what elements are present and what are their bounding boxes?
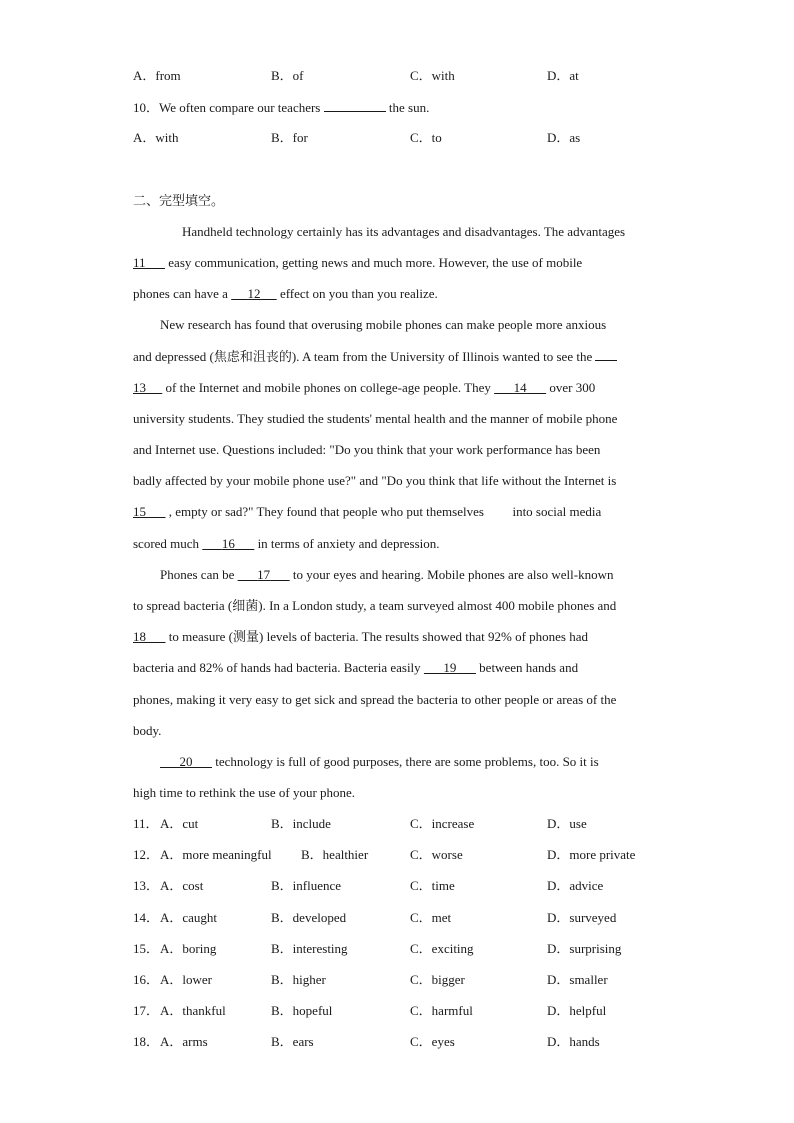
option-c: C．exciting [410, 940, 474, 956]
q10-option-c: C．to [410, 130, 442, 145]
q10-stem-post: the sun. [388, 100, 430, 115]
passage-line: badly affected by your mobile phone use?" and "Do you think that life without the Internet is [133, 473, 617, 488]
option-a: A．lower [160, 972, 212, 987]
blank-number: 18 [133, 629, 146, 644]
passage-text: in terms of anxiety and depression. [257, 536, 440, 551]
passage-text: effect on you than you realize. [279, 286, 438, 301]
option-a: A．cost [160, 878, 204, 894]
passage-line [133, 629, 588, 645]
blank-number: 12 [247, 286, 261, 301]
blank-number: 17 [257, 567, 271, 582]
option-a: A．caught [160, 909, 218, 925]
passage-text: between hands and [479, 660, 579, 675]
option-c: C．eyes [410, 1034, 455, 1050]
option-b: B．ears [271, 1034, 314, 1050]
question-number: 13． [133, 878, 160, 894]
option-b: B．healthier [301, 847, 369, 863]
question-number: 18． [133, 1034, 160, 1050]
question-number: 15． [133, 940, 160, 956]
blank-number: 13 [133, 380, 146, 395]
blank-17 [238, 567, 290, 582]
q9-option-b: B．of [271, 68, 304, 83]
passage-line [133, 348, 617, 365]
blank-number: 19 [443, 660, 457, 675]
passage-line [133, 504, 601, 520]
passage-line: university students. They studied the students' mental health and the manner of mobile phone [133, 411, 618, 426]
question-number: 17． [133, 1003, 160, 1019]
passage-line [133, 255, 582, 271]
blank-number: 14 [513, 380, 527, 395]
passage-line [160, 754, 599, 770]
option-d: D．surprising [547, 940, 622, 956]
passage-line: to spread bacteria (细菌). In a London study, a team surveyed almost 400 mobile phones and [133, 598, 617, 613]
passage-line: high time to rethink the use of your phone. [133, 785, 356, 800]
q10-option-d: D．as [547, 130, 581, 145]
q9-option-c: C．with [410, 68, 455, 83]
q9-option-d: D．at [547, 68, 579, 83]
option-c: C．time [410, 878, 455, 894]
passage-text: scored much [133, 536, 200, 551]
passage-text: bacteria and 82% of hands had bacteria. Bacteria easily [133, 660, 421, 675]
blank-number: 16 [221, 536, 235, 551]
q10-option-a: A．with [133, 130, 179, 145]
option-a: A．thankful [160, 1003, 226, 1019]
option-d: D．use [547, 816, 587, 831]
q10-blank [324, 99, 386, 112]
option-a: A．boring [160, 940, 217, 956]
question-number: 16． [133, 972, 160, 987]
passage-line [133, 660, 578, 676]
blank-13-start [595, 348, 617, 361]
option-d: D．hands [547, 1034, 600, 1050]
option-d: D．advice [547, 878, 604, 894]
option-b: B．include [271, 816, 331, 831]
q10-stem-pre: 10．We often compare our teachers [133, 100, 321, 115]
option-d: D．more private [547, 847, 636, 863]
question-number: 11． [133, 816, 159, 831]
option-c: C．met [410, 909, 452, 925]
q10-stem [133, 99, 429, 116]
passage-line [160, 567, 613, 583]
passage-text: technology is full of good purposes, there are some problems, too. So it is [215, 754, 599, 769]
option-d: D．surveyed [547, 909, 617, 925]
passage-line: and Internet use. Questions included: "Do you think that your work performance has been [133, 442, 601, 457]
option-c: C．harmful [410, 1003, 473, 1019]
option-b: B．interesting [271, 940, 348, 956]
passage-line [133, 286, 438, 302]
passage-line [133, 380, 595, 396]
question-number: 14． [133, 909, 160, 925]
passage-line: Handheld technology certainly has its advantages and disadvantages. The advantages [182, 224, 626, 239]
q10-option-b: B．for [271, 130, 308, 145]
blank-19 [424, 660, 476, 675]
passage-line: body. [133, 723, 162, 738]
option-c: C．increase [410, 816, 475, 831]
passage-text: to your eyes and hearing. Mobile phones are also well-known [292, 567, 614, 582]
option-c: C．bigger [410, 972, 465, 987]
blank-underline [146, 255, 166, 270]
blank-number: 20 [179, 754, 193, 769]
option-d: D．smaller [547, 972, 608, 987]
option-a: A．more meaningful [160, 847, 272, 863]
passage-text: , empty or sad?" They found that people who put themselves [168, 504, 484, 519]
option-b: B．developed [271, 909, 347, 925]
blank-18 [133, 629, 166, 644]
option-b: B．influence [271, 878, 342, 894]
blank-11: 11 [133, 255, 146, 270]
blank-number: 15 [133, 504, 146, 519]
passage-text: easy communication, getting news and much more. However, the use of mobile [168, 255, 583, 270]
blank-20 [160, 754, 212, 769]
passage-text: into social media [512, 504, 602, 519]
passage-line [133, 536, 440, 552]
passage-line: New research has found that overusing mobile phones can make people more anxious [160, 317, 607, 332]
blank-12 [231, 286, 277, 301]
blank-15 [133, 504, 166, 519]
option-a: A．arms [160, 1034, 208, 1050]
passage-text: and depressed (焦虑和沮丧的). A team from the University of Illinois wanted to see the [133, 349, 593, 364]
blank-16 [202, 536, 254, 551]
passage-text: Phones can be [160, 567, 235, 582]
passage-line: phones, making it very easy to get sick and spread the bacteria to other people or areas of the [133, 692, 617, 707]
passage-text: of the Internet and mobile phones on college-age people. They [165, 380, 491, 395]
option-c: C．worse [410, 847, 463, 863]
q9-option-a: A．from [133, 68, 181, 83]
option-b: B．higher [271, 972, 326, 987]
option-a: A．cut [160, 816, 199, 831]
passage-text: to measure (测量) levels of bacteria. The results showed that 92% of phones had [168, 629, 589, 644]
blank-13 [133, 380, 162, 395]
section-title: 二、完型填空。 [133, 193, 225, 208]
option-b: B．hopeful [271, 1003, 333, 1019]
passage-text: over 300 [549, 380, 596, 395]
option-d: D．helpful [547, 1003, 607, 1019]
question-number: 12． [133, 847, 160, 863]
blank-14 [494, 380, 546, 395]
passage-text: phones can have a [133, 286, 228, 301]
